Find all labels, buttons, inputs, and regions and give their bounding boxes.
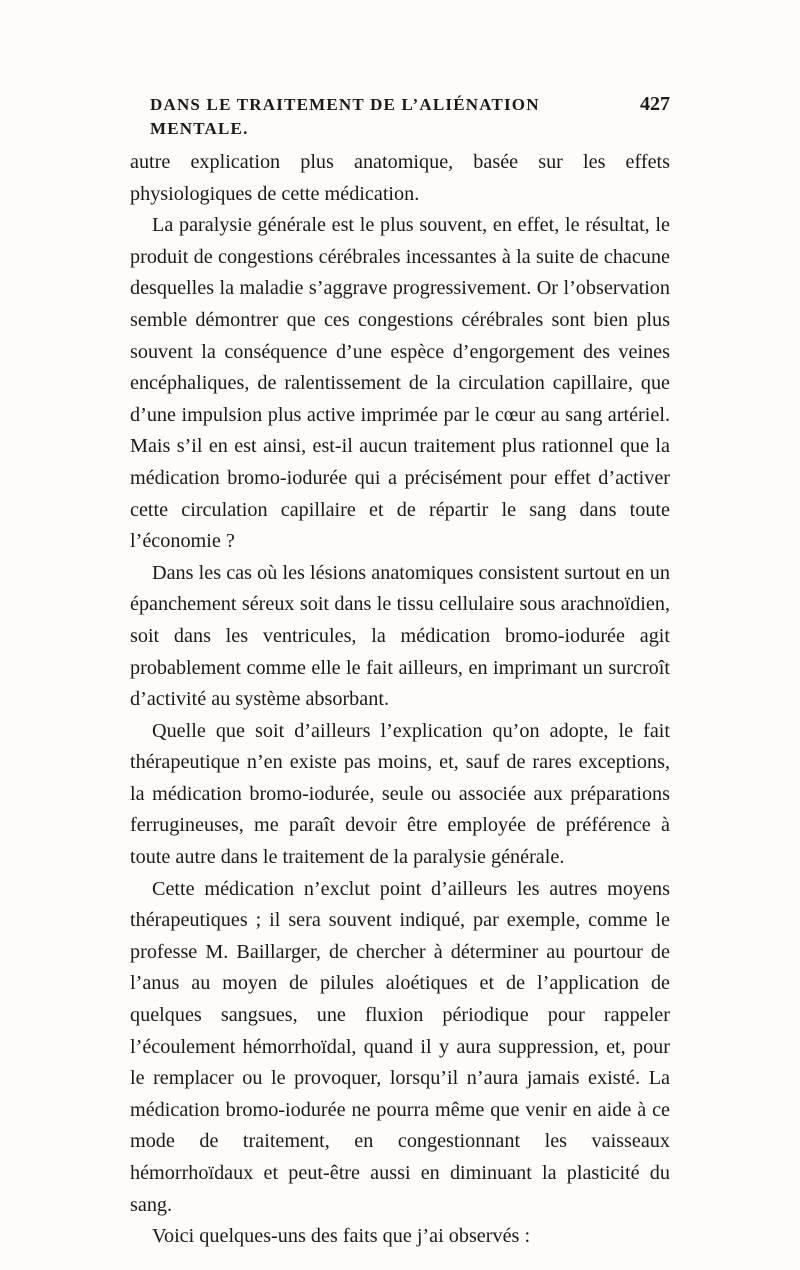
paragraph-explication: Quelle que soit d’ailleurs l’explication qu’on adopte, le fait thérapeutique n’en existe pas moins, et, sauf de rares exceptions, la médication bromo-iodurée, seule ou associée aux préparations ferrugineuses, me paraît devoir être employée de préférence à toute autre dans le traitement de la paralysie générale. — [130, 719, 670, 869]
running-head — [150, 92, 670, 141]
paragraph-paralysie: La paralysie générale est le plus souvent, en effet, le résultat, le produit de congestions cérébrales incessantes à la suite de chacune desquelles la maladie s’aggrave progressivement. Or l’observation semble démontrer que ces congestions cérébrales sont bien plus souvent la conséquence d’une espèce d’engorgement des veines encéphaliques, de ralentissement de la circulation capillaire, que d’une impulsion plus active imprimée par le cœur au sang artériel. Mais s’il en est ainsi, est-il aucun traitement plus rationnel que la médication bromo-iodurée qui a précisément pour effet d’activer cette circulation capillaire et de répartir le sang dans toute l’économie ? — [130, 214, 670, 553]
running-head-title: DANS LE TRAITEMENT DE L’ALIÉNATION MENTALE. — [150, 95, 540, 138]
paragraph-lesions: Dans les cas où les lésions anatomiques consistent surtout en un épanchement séreux soit dans le tissu cellulaire sous arachnoïdien, soit dans les ventricules, la médication bromo-iodurée agit probablement comme elle le fait ailleurs, en imprimant un surcroît d’activité au système absorbant. — [130, 561, 670, 711]
book-page — [130, 92, 670, 1253]
paragraph-observations: Voici quelques-uns des faits que j’ai observés : — [152, 1225, 531, 1248]
paragraph-medication: Cette médication n’exclut point d’ailleurs les autres moyens thérapeutiques ; il sera souvent indiqué, par exemple, comme le professe M. Baillarger, de chercher à déterminer au pourtour de l’anus au moyen de pilules aloétiques et de l’application de quelques sangsues, une fluxion périodique pour rappeler l’écoulement hémorrhoïdal, quand il y aura suppression, et, pour le remplacer ou le provoquer, lorsqu’il n’aura jamais existé. La médication bromo-iodurée ne pourra même que venir en aide à ce mode de traitement, en congestionnant les vaisseaux hémorrhoïdaux et peut-être aussi en diminuant la plasticité du sang. — [130, 877, 670, 1216]
page-number: 427 — [640, 93, 670, 115]
body-text — [130, 147, 670, 1253]
paragraph-continuation: autre explication plus anatomique, basée sur les effets physiologiques de cette médication. — [130, 151, 670, 205]
